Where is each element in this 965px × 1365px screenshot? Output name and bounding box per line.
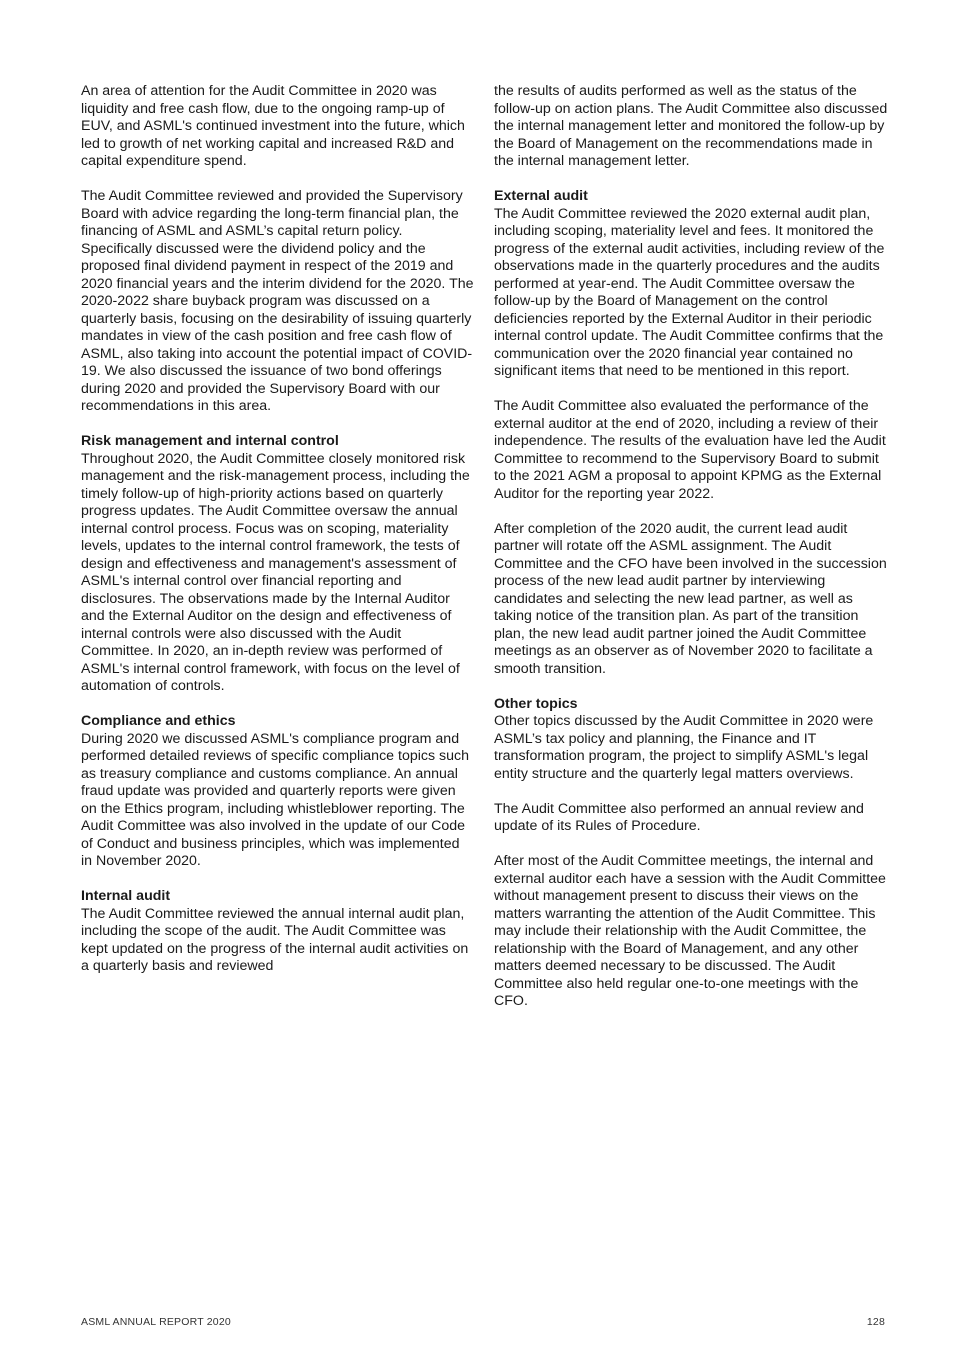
paragraph-audit-results: the results of audits performed as well as the status of the follow-up on action plans. The Audit Committee also discussed the internal management letter and monitored the follow-up by the Board of Management on the recommendations made in the internal management letter. bbox=[494, 83, 888, 169]
paragraph-risk-management: Throughout 2020, the Audit Committee closely monitored risk management and the risk-management process, including the timely follow-up of high-priority actions based on quarterly progress updates. The Audit Committee oversaw the annual internal control process. Focus was on scoping, materiality levels, updates to the internal control framework, the tests of design and effectiveness and management's assessment of ASML's internal control over financial reporting and disclosures. The observations made by the Internal Auditor and the External Auditor on the design and effectiveness of internal controls were also discussed with the Audit Committee. In 2020, an in-depth review was performed of ASML's internal control framework, with focus on the level of automation of controls. bbox=[81, 450, 470, 694]
paragraph-financial-plan: The Audit Committee reviewed and provided the Supervisory Board with advice regarding the long-term financial plan, the financing of ASML and ASML’s capital return policy. Specifically discussed were the dividend policy and the proposed final dividend payment in respect of the 2019 and 2020 financial years and the interim dividend for the 2020. The 2020-2022 share buyback program was discussed on a quarterly basis, focusing on the desirability of issuing quarterly mandates in view of the cash position and free cash flow of ASML, also taking into account the potential impact of COVID-19. We also discussed the issuance of two bond offerings during 2020 and provided the Supervisory Board with our recommendations in this area. bbox=[81, 188, 474, 414]
footer-report-title: ASML ANNUAL REPORT 2020 bbox=[81, 1316, 231, 1328]
heading-compliance: Compliance and ethics bbox=[81, 713, 236, 729]
heading-external-audit: External audit bbox=[494, 188, 588, 204]
left-column bbox=[81, 83, 474, 993]
paragraph-compliance: During 2020 we discussed ASML's compliance program and performed detailed reviews of specific compliance topics such as treasury compliance and customs compliance. An annual fraud update was provided and quarterly reports were given on the Ethics program, including whistleblower reporting. The Audit Committee was also involved in the update of our Code of Conduct and business principles, which was implemented in November 2020. bbox=[81, 730, 469, 869]
paragraph-external-audit: The Audit Committee reviewed the 2020 external audit plan, including scoping, materiality level and fees. It monitored the progress of the external audit activities, including review of the observations made in the quarterly procedures and the audits performed at year-end. The Audit Committee oversaw the follow-up by the Board of Management on the control deficiencies reported by the External Auditor in their periodic internal control update. The Audit Committee confirms that the communication over the 2020 financial year contained no significant items that need to be mentioned in this report. bbox=[494, 205, 885, 379]
paragraph-rules-of-procedure: The Audit Committee also performed an annual review and update of its Rules of Procedure. bbox=[494, 800, 864, 834]
paragraph-lead-partner: After completion of the 2020 audit, the current lead audit partner will rotate off the ASML assignment. The Audit Committee and the CFO have been involved in the succession process of the new lead audit partner by interviewing candidates and selecting the new lead partner, as well as taking notice of the transition plan. As part of the transition plan, the new lead audit partner joined the Audit Committee meetings as an observer as of November 2020 to facilitate a smooth transition. bbox=[494, 520, 887, 677]
footer-page-number: 128 bbox=[866, 1316, 885, 1328]
heading-other-topics: Other topics bbox=[494, 695, 578, 712]
paragraph-auditor-sessions: After most of the Audit Committee meetings, the internal and external auditor each have a session with the Audit Committee without management present to discuss their views on the matters warranting the attention of the Audit Committee. This may include their relationship with the Audit Committee, the relationship with the Board of Management, and any other matters deemed necessary to be discussed. The Audit Committee also held regular one-to-one meetings with the CFO. bbox=[494, 853, 886, 1009]
paragraph-liquidity: An area of attention for the Audit Committee in 2020 was liquidity and free cash flow, due to the ongoing ramp-up of EUV, and ASML's continued investment into the future, which led to growth of net working capital and increased R&D and capital expenditure spend. bbox=[81, 83, 465, 169]
right-column bbox=[494, 83, 889, 1028]
paragraph-other-topics: Other topics discussed by the Audit Committee in 2020 were ASML’s tax policy and planning, the Finance and IT transformation program, the project to simplify ASML's legal entity structure and the quarterly legal matters overviews. bbox=[494, 713, 874, 782]
heading-risk-management: Risk management and internal control bbox=[81, 433, 339, 449]
paragraph-internal-audit: The Audit Committee reviewed the annual internal audit plan, including the scope of the audit. The Audit Committee was kept updated on the progress of the internal audit activities on a quarterly basis and reviewed bbox=[81, 905, 469, 974]
heading-internal-audit: Internal audit bbox=[81, 888, 171, 904]
paragraph-auditor-evaluation: The Audit Committee also evaluated the performance of the external auditor at the end of 2020, including a review of their independence. The results of the evaluation have led the Audit Committee to recommend to the Supervisory Board to submit to the 2021 AGM a proposal to appoint KPMG as the External Auditor for the reporting year 2022. bbox=[494, 398, 886, 502]
